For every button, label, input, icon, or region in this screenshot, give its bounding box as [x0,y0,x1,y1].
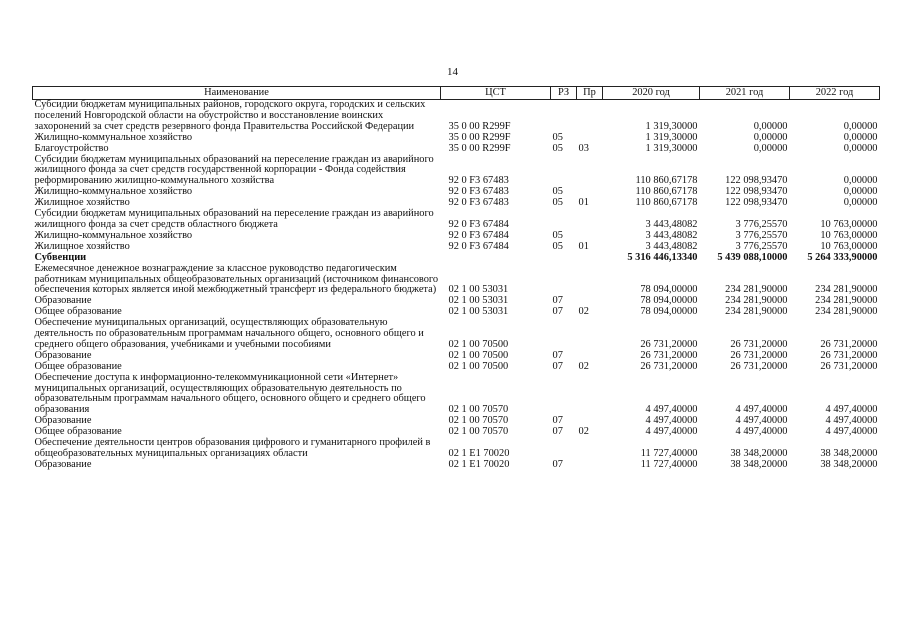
cell-name: Обеспечение деятельности центров образования цифрового и гуманитарного профилей в общеобразовательных муниципальных организациях области [34,437,431,459]
cell-csc: 92 0 F3 67484 [448,240,509,252]
cell-pr [577,373,603,417]
cell-csc: 92 0 F3 67483 [448,197,509,209]
cell-csc: 02 1 E1 70020 [448,458,510,470]
table-row [33,144,880,155]
cell-2021: 3 776,25570 [735,229,788,241]
column-header-2020: 2020 год [603,87,700,100]
cell-pr: 03 [578,142,589,154]
table-row [33,209,880,231]
table-row [33,253,880,264]
cell-name: Образование [34,415,92,427]
cell-2022: 0,00000 [843,175,878,187]
cell-2021: 26 731,20000 [730,360,788,372]
cell-pr: 02 [578,360,589,372]
cell-2020: 26 731,20000 [640,360,698,372]
cell-name: Общее образование [34,360,122,372]
cell-2020: 3 443,48082 [645,240,698,252]
cell-csc: 02 1 00 70570 [448,426,509,438]
cell-2021: 38 348,20000 [730,448,788,459]
column-header-name: Наименование [33,87,441,100]
cell-2021: 4 497,40000 [735,404,788,416]
cell-rz: 07 [552,360,563,372]
cell-pr [577,209,603,231]
cell-rz: 05 [552,240,563,252]
cell-pr [577,155,603,188]
table-row [33,155,880,188]
cell-rz: 07 [552,306,563,318]
cell-csc: 92 0 F3 67484 [448,218,509,230]
cell-2021: 4 497,40000 [735,426,788,438]
cell-rz: 07 [552,295,563,307]
cell-name: Жилищно-коммунальное хозяйство [34,131,193,143]
cell-2021: 5 439 088,10000 [717,251,788,263]
cell-name: Жилищное хозяйство [34,197,130,209]
cell-2020: 1 319,30000 [645,142,698,154]
cell-name: Жилищное хозяйство [34,240,130,252]
cell-csc: 35 0 00 R299F [448,131,511,143]
cell-2021: 122 098,93470 [725,197,788,209]
cell-name: Жилищно-коммунальное хозяйство [34,186,193,198]
cell-2020: 26 731,20000 [640,338,698,350]
cell-2022: 26 731,20000 [820,360,878,372]
cell-rz [551,264,577,297]
cell-csc: 02 1 E1 70020 [448,448,510,459]
page-number: 14 [447,66,458,78]
cell-2022: 38 348,20000 [820,458,878,470]
table-row [33,438,880,460]
cell-name: Субсидии бюджетам муниципальных образований на переселение граждан из аварийного жилищного фонда за счет средств государственной корпорации - Фонда содействия реформированию жилищно-коммунального хозяйства [34,153,434,187]
cell-pr: 01 [578,197,589,209]
cell-2020: 11 727,40000 [640,458,698,470]
column-header-rz: РЗ [551,87,577,100]
cell-name: Образование [34,295,92,307]
cell-2022: 0,00000 [843,186,878,198]
column-header-2021: 2021 год [700,87,790,100]
cell-2022: 26 731,20000 [820,349,878,361]
cell-pr [577,133,603,144]
table-row [33,373,880,417]
cell-rz: 05 [552,142,563,154]
cell-pr [577,438,603,460]
cell-csc: 02 1 00 53031 [448,306,509,318]
cell-2021: 26 731,20000 [730,338,788,350]
table-row [33,133,880,144]
cell-2020: 78 094,00000 [640,306,698,318]
cell-2021: 3 776,25570 [735,218,788,230]
cell-name: Благоустройство [34,142,109,154]
cell-2022: 234 281,90000 [815,284,878,296]
cell-rz [551,438,577,460]
cell-csc: 92 0 F3 67484 [448,229,509,241]
cell-csc: 92 0 F3 67483 [448,186,509,198]
cell-name: Общее образование [34,306,122,318]
cell-csc: 02 1 00 70500 [448,349,509,361]
cell-2020: 11 727,40000 [640,448,698,459]
cell-2022: 38 348,20000 [820,448,878,459]
cell-name: Субсидии бюджетам муниципальных районов, городского округа, городских и сельских поселений Новгородской области на обустройство и восстановление воинских захоронений за счет средств резервного фонда Правительства Российской Федерации [34,99,426,132]
cell-2020: 4 497,40000 [645,426,698,438]
cell-rz: 07 [552,426,563,438]
cell-rz: 05 [552,229,563,241]
cell-2021: 3 776,25570 [735,240,788,252]
cell-csc: 35 0 00 R299F [448,142,511,154]
cell-csc: 92 0 F3 67483 [448,175,509,187]
table-row [33,264,880,297]
cell-2021: 0,00000 [753,120,788,132]
cell-rz [551,373,577,417]
cell-pr: 02 [578,306,589,318]
cell-2022: 234 281,90000 [815,295,878,307]
table-row [33,460,880,471]
table-row [33,100,880,133]
cell-csc: 02 1 00 53031 [448,295,509,307]
cell-2022: 10 763,00000 [820,240,878,252]
cell-2022: 0,00000 [843,142,878,154]
column-header-2022: 2022 год [790,87,880,100]
cell-2022: 10 763,00000 [820,218,878,230]
cell-rz: 07 [552,415,563,427]
cell-2022: 10 763,00000 [820,229,878,241]
cell-rz [551,318,577,351]
table-header-row [33,87,880,100]
cell-csc: 02 1 00 70500 [448,360,509,372]
cell-csc: 35 0 00 R299F [448,120,511,132]
cell-2022: 0,00000 [843,120,878,132]
cell-2020: 26 731,20000 [640,349,698,361]
cell-2020: 110 860,67178 [635,175,698,187]
table-body [33,100,880,471]
cell-2022: 4 497,40000 [825,426,878,438]
cell-2021: 4 497,40000 [735,415,788,427]
cell-rz [551,209,577,231]
cell-2022: 234 281,90000 [815,306,878,318]
cell-name: Жилищно-коммунальное хозяйство [34,229,193,241]
cell-name: Обеспечение доступа к информационно-телекоммуникационной сети «Интернет» муниципальных организаций, осуществляющих образовательную деятельность по образовательным программам начального общего, основного общего и среднего общего образования [34,371,426,416]
cell-2020: 1 319,30000 [645,131,698,143]
cell-2021: 234 281,90000 [725,306,788,318]
cell-2020: 3 443,48082 [645,229,698,241]
cell-rz: 07 [552,349,563,361]
cell-rz: 05 [552,131,563,143]
cell-name: Субвенции [34,251,87,263]
cell-rz: 05 [552,186,563,198]
cell-2020: 4 497,40000 [645,404,698,416]
cell-2020: 4 497,40000 [645,415,698,427]
cell-2021: 234 281,90000 [725,284,788,296]
cell-name: Образование [34,349,92,361]
cell-csc [441,253,551,264]
cell-csc: 02 1 00 70570 [448,404,509,416]
cell-2020: 110 860,67178 [635,186,698,198]
cell-2021: 0,00000 [753,142,788,154]
cell-name: Общее образование [34,426,122,438]
cell-rz: 05 [552,197,563,209]
cell-2021: 38 348,20000 [730,458,788,470]
cell-2020: 110 860,67178 [635,197,698,209]
cell-2020: 78 094,00000 [640,284,698,296]
cell-rz [551,100,577,133]
column-header-csc: ЦСТ [441,87,551,100]
cell-2021: 26 731,20000 [730,349,788,361]
cell-2022: 26 731,20000 [820,338,878,350]
cell-2021: 0,00000 [753,131,788,143]
budget-table [32,86,880,471]
cell-name: Обеспечение муниципальных организаций, осуществляющих образовательную деятельность по образовательным программам начального общего, основного общего и среднего общего образования, учебниками и учебными пособиями [34,317,424,350]
cell-2022: 5 264 333,90000 [807,251,878,263]
cell-csc: 02 1 00 70500 [448,338,509,350]
cell-name: Субсидии бюджетам муниципальных образований на переселение граждан из аварийного жилищного фонда за счет средств областного бюджета [34,208,434,230]
cell-2022: 0,00000 [843,131,878,143]
cell-pr [577,264,603,297]
column-header-pr: Пр [577,87,603,100]
cell-pr [577,460,603,471]
table-row [33,318,880,351]
cell-2020: 1 319,30000 [645,120,698,132]
cell-2022: 4 497,40000 [825,415,878,427]
cell-2022: 4 497,40000 [825,404,878,416]
cell-2021: 122 098,93470 [725,186,788,198]
cell-2020: 5 316 446,13340 [627,251,698,263]
cell-rz [551,155,577,188]
cell-2022: 0,00000 [843,197,878,209]
cell-rz [551,253,577,264]
cell-pr: 02 [578,426,589,438]
cell-rz: 07 [552,458,563,470]
cell-2020: 3 443,48082 [645,218,698,230]
cell-2020: 78 094,00000 [640,295,698,307]
cell-pr [577,253,603,264]
cell-pr [577,100,603,133]
cell-pr: 01 [578,240,589,252]
cell-csc: 02 1 00 53031 [448,284,509,296]
cell-csc: 02 1 00 70570 [448,415,509,427]
cell-pr [577,318,603,351]
cell-name: Ежемесячное денежное вознаграждение за классное руководство педагогическим работникам муниципальных общеобразовательных организаций (источником финансового обеспечения которых является иной межбюджетный трансферт из федерального бюджета) [34,262,439,296]
cell-2021: 234 281,90000 [725,295,788,307]
cell-2021: 122 098,93470 [725,175,788,187]
cell-name: Образование [34,458,92,470]
